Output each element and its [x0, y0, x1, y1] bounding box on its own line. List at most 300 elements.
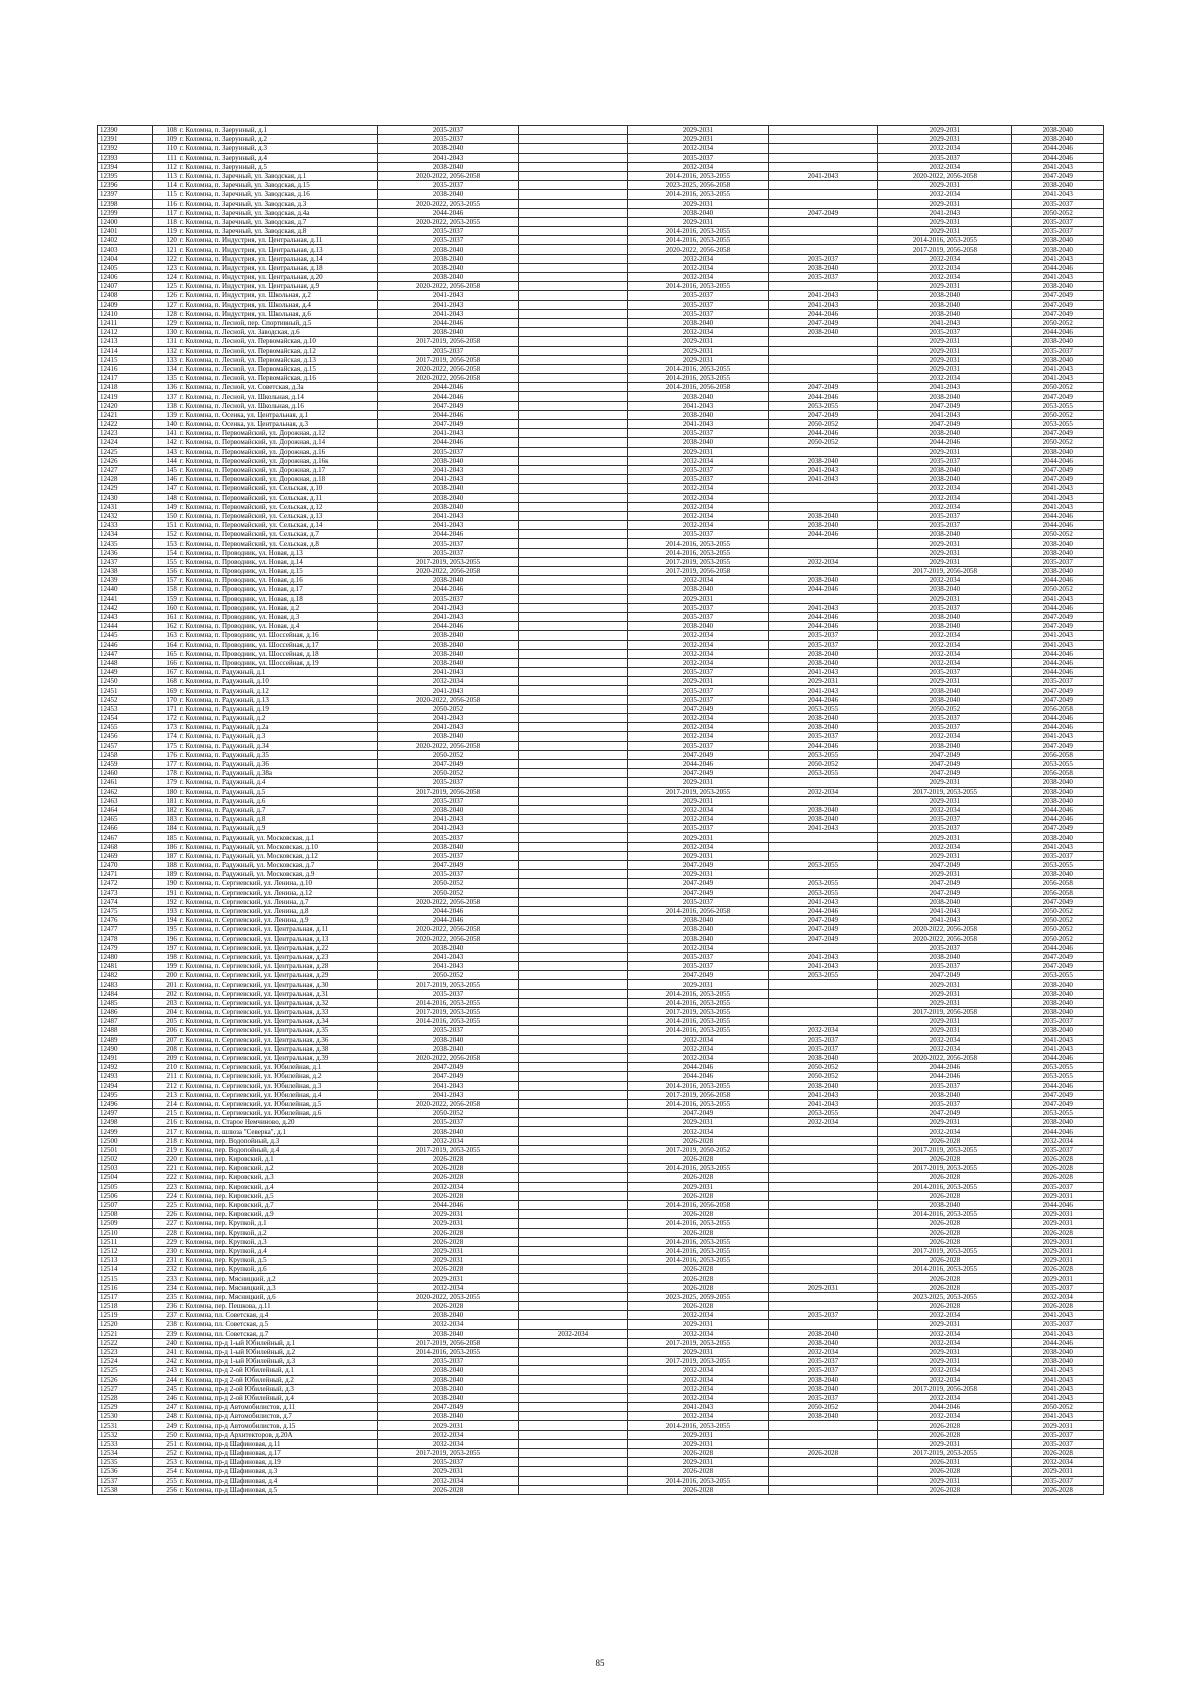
cell-id: 12461: [98, 778, 153, 787]
cell-period-5: 2032-2034: [878, 1393, 1012, 1402]
address-text: г. Коломна, п. Сергиевский, ул. Ленина, д.9: [179, 916, 309, 925]
cell-period-2: [518, 162, 628, 171]
table-row: [98, 750, 1104, 759]
cell-period-3: 2014-2016, 2053-2055: [628, 998, 768, 1007]
cell-address: [152, 475, 378, 484]
cell-period-2: [518, 135, 628, 144]
cell-address: [152, 980, 378, 989]
cell-id: 12394: [98, 162, 153, 171]
table-row: [98, 1210, 1104, 1219]
cell-period-6: 2035-2037: [1012, 227, 1104, 236]
cell-period-2: [518, 732, 628, 741]
cell-period-6: 2026-2028: [1012, 1173, 1104, 1182]
cell-period-2: [518, 879, 628, 888]
cell-period-5: 2032-2034: [878, 374, 1012, 383]
cell-period-1: 2050-2052: [378, 888, 518, 897]
cell-address: [152, 1283, 378, 1292]
cell-address: [152, 585, 378, 594]
table-row: [98, 208, 1104, 217]
cell-period-1: 2026-2028: [378, 1485, 518, 1494]
cell-period-2: [518, 484, 628, 493]
cell-period-4: 2053-2055: [768, 971, 878, 980]
cell-period-2: [518, 291, 628, 300]
cell-period-1: 2020-2022, 2056-2058: [378, 741, 518, 750]
cell-period-2: [518, 539, 628, 548]
cell-period-3: 2029-2031: [628, 1320, 768, 1329]
cell-period-5: 2032-2034: [878, 842, 1012, 851]
cell-period-3: 2026-2028: [628, 1283, 768, 1292]
address-text: г. Коломна, п. Индустрия, ул. Школьная, д.4: [179, 300, 311, 309]
cell-period-4: 2038-2040: [768, 1338, 878, 1347]
cell-period-2: [518, 1485, 628, 1494]
cell-period-2: [518, 511, 628, 520]
address-text: г. Коломна, пер. Кировский, д.7: [179, 1201, 274, 1210]
address-text: г. Коломна, пер. Водопойный, д.3: [179, 1136, 280, 1145]
cell-address: [152, 1485, 378, 1494]
cell-period-6: 2029-2031: [1012, 1191, 1104, 1200]
cell-period-2: [518, 668, 628, 677]
row-number: 153: [166, 539, 177, 548]
table-row: [98, 1017, 1104, 1026]
cell-period-4: [768, 502, 878, 511]
cell-period-6: 2044-2046: [1012, 576, 1104, 585]
cell-period-5: 2032-2034: [878, 493, 1012, 502]
cell-period-3: 2035-2037: [628, 824, 768, 833]
row-number: 140: [166, 420, 177, 429]
cell-period-2: [518, 1072, 628, 1081]
address-text: г. Коломна, п. Первомайский, ул. Сельская, д.7: [179, 530, 319, 539]
address-text: г. Коломна, п. Заречный, ул. Заводская, д.1: [179, 172, 307, 181]
cell-period-3: 2038-2040: [628, 934, 768, 943]
cell-period-2: [518, 723, 628, 732]
cell-address: [152, 346, 378, 355]
address-text: г. Коломна, п. Сергиевский, ул. Ленина, д.12: [179, 888, 313, 897]
cell-period-5: 2038-2040: [878, 300, 1012, 309]
cell-period-5: 2032-2034: [878, 144, 1012, 153]
table-row: [98, 1237, 1104, 1246]
cell-period-4: [768, 245, 878, 254]
cell-period-6: 2029-2031: [1012, 1256, 1104, 1265]
row-number: 178: [166, 769, 177, 778]
cell-period-5: 2035-2037: [878, 521, 1012, 530]
cell-period-6: 2038-2040: [1012, 181, 1104, 190]
row-number: 167: [166, 668, 177, 677]
row-number: 211: [166, 1072, 177, 1081]
cell-id: 12417: [98, 374, 153, 383]
cell-id: 12505: [98, 1182, 153, 1191]
cell-address: [152, 640, 378, 649]
cell-period-5: 2020-2022, 2056-2058: [878, 934, 1012, 943]
address-text: г. Коломна, пр-д 1-ый Юбилейный, д.2: [179, 1348, 296, 1357]
cell-address: [152, 1090, 378, 1099]
address-text: г. Коломна, пер. Мясницкий, д.2: [179, 1274, 276, 1283]
cell-address: [152, 144, 378, 153]
cell-period-2: [518, 456, 628, 465]
cell-period-5: 2041-2043: [878, 208, 1012, 217]
cell-period-3: 2029-2031: [628, 346, 768, 355]
address-text: г. Коломна, п. Радужный, д.38а: [179, 769, 272, 778]
cell-period-6: 2044-2046: [1012, 1127, 1104, 1136]
address-text: г. Коломна, пер. Кировский, д.9: [179, 1210, 274, 1219]
cell-period-3: 2044-2046: [628, 1072, 768, 1081]
cell-period-3: 2029-2031: [628, 870, 768, 879]
cell-period-6: 2047-2049: [1012, 897, 1104, 906]
cell-period-4: 2035-2037: [768, 1044, 878, 1053]
cell-period-1: 2020-2022, 2053-2055: [378, 1292, 518, 1301]
row-number: 200: [166, 971, 177, 980]
cell-period-5: 2038-2040: [878, 392, 1012, 401]
row-number: 225: [166, 1201, 177, 1210]
cell-id: 12426: [98, 456, 153, 465]
row-number: 170: [166, 695, 177, 704]
cell-id: 12509: [98, 1219, 153, 1228]
table-row: [98, 1439, 1104, 1448]
cell-period-4: [768, 989, 878, 998]
row-number: 168: [166, 677, 177, 686]
cell-address: [152, 971, 378, 980]
cell-period-5: 2038-2040: [878, 530, 1012, 539]
cell-period-1: 2017-2019, 2053-2055: [378, 557, 518, 566]
cell-period-1: 2041-2043: [378, 686, 518, 695]
cell-period-2: [518, 1421, 628, 1430]
cell-period-6: 2050-2052: [1012, 208, 1104, 217]
cell-period-5: 2026-2028: [878, 1485, 1012, 1494]
row-number: 114: [166, 181, 177, 190]
cell-period-5: 2035-2037: [878, 153, 1012, 162]
row-number: 194: [166, 916, 177, 925]
cell-period-5: 2029-2031: [878, 355, 1012, 364]
cell-address: [152, 383, 378, 392]
cell-period-5: 2029-2031: [878, 870, 1012, 879]
cell-period-5: 2032-2034: [878, 1035, 1012, 1044]
cell-period-2: [518, 1026, 628, 1035]
cell-period-4: [768, 1228, 878, 1237]
cell-period-4: 2032-2034: [768, 1118, 878, 1127]
cell-address: [152, 1237, 378, 1246]
cell-period-1: 2047-2049: [378, 420, 518, 429]
cell-period-5: 2041-2043: [878, 383, 1012, 392]
cell-period-4: 2041-2043: [768, 1099, 878, 1108]
table-row: [98, 861, 1104, 870]
cell-period-2: [518, 1237, 628, 1246]
cell-id: 12450: [98, 677, 153, 686]
cell-address: [152, 1200, 378, 1209]
cell-period-1: 2044-2046: [378, 530, 518, 539]
address-text: г. Коломна, п. Лесной, ул. Школьная, д.16: [179, 401, 304, 410]
cell-period-3: 2032-2034: [628, 1366, 768, 1375]
cell-period-5: 2029-2031: [878, 217, 1012, 226]
address-text: г. Коломна, пер. Крупкой, д.4: [179, 1246, 267, 1255]
row-number: 188: [166, 861, 177, 870]
table-row: [98, 355, 1104, 364]
row-number: 139: [166, 410, 177, 419]
cell-period-2: [518, 594, 628, 603]
cell-period-4: [768, 851, 878, 860]
cell-period-6: 2041-2043: [1012, 1311, 1104, 1320]
cell-period-4: [768, 943, 878, 952]
cell-period-4: [768, 1237, 878, 1246]
cell-period-6: 2044-2046: [1012, 521, 1104, 530]
address-text: г. Коломна, п. Первомайский, ул. Дорожная, д.17: [179, 466, 326, 475]
cell-period-4: [768, 1421, 878, 1430]
cell-period-3: 2014-2016, 2053-2055: [628, 1164, 768, 1173]
cell-period-1: 2047-2049: [378, 861, 518, 870]
cell-period-5: 2032-2034: [878, 502, 1012, 511]
cell-address: [152, 153, 378, 162]
cell-period-1: 2038-2040: [378, 1329, 518, 1338]
cell-period-1: 2032-2034: [378, 1136, 518, 1145]
address-text: г. Коломна, п. Индустрия, ул. Центральная, д.14: [179, 254, 323, 263]
cell-id: 12501: [98, 1145, 153, 1154]
cell-address: [152, 282, 378, 291]
cell-period-3: 2038-2040: [628, 392, 768, 401]
cell-period-2: [518, 438, 628, 447]
cell-period-1: 2038-2040: [378, 484, 518, 493]
cell-period-5: 2038-2040: [878, 585, 1012, 594]
cell-period-5: 2041-2043: [878, 906, 1012, 915]
cell-period-2: [518, 153, 628, 162]
cell-period-5: 2026-2028: [878, 1136, 1012, 1145]
cell-period-6: 2053-2055: [1012, 1072, 1104, 1081]
row-number: 215: [166, 1109, 177, 1118]
table-row: [98, 980, 1104, 989]
cell-id: 12474: [98, 897, 153, 906]
table-row: [98, 962, 1104, 971]
address-text: г. Коломна, п. Радужный, д.2: [179, 714, 266, 723]
cell-period-1: 2038-2040: [378, 245, 518, 254]
table-row: [98, 135, 1104, 144]
cell-period-4: [768, 199, 878, 208]
address-text: г. Коломна, п. Радужный, д.36: [179, 760, 269, 769]
cell-period-2: [518, 962, 628, 971]
table-row: [98, 851, 1104, 860]
cell-id: 12452: [98, 695, 153, 704]
table-row: [98, 925, 1104, 934]
cell-id: 12489: [98, 1035, 153, 1044]
table-row: [98, 1375, 1104, 1384]
cell-address: [152, 824, 378, 833]
table-row: [98, 622, 1104, 631]
cell-address: [152, 695, 378, 704]
row-number: 242: [166, 1357, 177, 1366]
cell-period-4: 2038-2040: [768, 511, 878, 520]
cell-period-5: 2029-2031: [878, 594, 1012, 603]
cell-id: 12519: [98, 1311, 153, 1320]
table-row: [98, 548, 1104, 557]
address-text: г. Коломна, пр-д Шафиновая, д.3: [179, 1467, 278, 1476]
cell-period-5: 2026-2028: [878, 1191, 1012, 1200]
table-row: [98, 521, 1104, 530]
cell-period-5: 2035-2037: [878, 1099, 1012, 1108]
address-text: г. Коломна, п. Сергиевский, ул. Центральная, д.11: [179, 925, 329, 934]
address-text: г. Коломна, п. Сергиевский, ул. Центральная, д.34: [179, 1017, 329, 1026]
cell-period-2: [518, 548, 628, 557]
cell-period-2: [518, 1430, 628, 1439]
cell-period-5: 2029-2031: [878, 989, 1012, 998]
cell-address: [152, 420, 378, 429]
cell-period-2: [518, 364, 628, 373]
cell-period-1: 2020-2022, 2056-2058: [378, 1053, 518, 1062]
cell-id: 12432: [98, 511, 153, 520]
cell-id: 12440: [98, 585, 153, 594]
cell-period-3: 2026-2028: [628, 1173, 768, 1182]
cell-id: 12439: [98, 576, 153, 585]
table-row: [98, 1449, 1104, 1458]
address-text: г. Коломна, пр-д Шафиновая, д.17: [179, 1449, 281, 1458]
cell-address: [152, 1053, 378, 1062]
table-row: [98, 227, 1104, 236]
cell-period-1: 2038-2040: [378, 943, 518, 952]
cell-period-2: [518, 796, 628, 805]
cell-period-5: 2029-2031: [878, 1118, 1012, 1127]
table-row: [98, 842, 1104, 851]
cell-period-5: 2032-2034: [878, 1366, 1012, 1375]
cell-period-2: [518, 1200, 628, 1209]
address-text: г. Коломна, п. Лесной, ул. Заводская, д.6: [179, 328, 300, 337]
cell-id: 12532: [98, 1430, 153, 1439]
cell-period-1: 2035-2037: [378, 870, 518, 879]
row-number: 195: [166, 925, 177, 934]
cell-period-6: 2032-2034: [1012, 1136, 1104, 1145]
cell-address: [152, 622, 378, 631]
cell-period-6: 2047-2049: [1012, 429, 1104, 438]
cell-period-6: 2041-2043: [1012, 162, 1104, 171]
row-number: 171: [166, 704, 177, 713]
cell-period-3: 2017-2019, 2053-2055: [628, 787, 768, 796]
cell-period-1: 2038-2040: [378, 493, 518, 502]
cell-period-3: 2038-2040: [628, 925, 768, 934]
cell-period-4: [768, 282, 878, 291]
cell-period-1: 2041-2043: [378, 962, 518, 971]
cell-period-3: 2014-2016, 2053-2055: [628, 1421, 768, 1430]
cell-period-2: [518, 824, 628, 833]
cell-id: 12422: [98, 420, 153, 429]
cell-period-4: [768, 1219, 878, 1228]
address-text: г. Коломна, п. Радужный, д.8: [179, 815, 266, 824]
cell-address: [152, 668, 378, 677]
row-number: 120: [166, 236, 177, 245]
cell-period-1: 2047-2049: [378, 1403, 518, 1412]
cell-id: 12428: [98, 475, 153, 484]
cell-period-1: 2017-2019, 2053-2055: [378, 980, 518, 989]
row-number: 252: [166, 1449, 177, 1458]
cell-period-6: 2026-2028: [1012, 1164, 1104, 1173]
cell-period-1: 2038-2040: [378, 576, 518, 585]
cell-period-3: 2047-2049: [628, 769, 768, 778]
cell-period-3: 2023-2025, 2056-2058: [628, 181, 768, 190]
cell-period-4: 2050-2052: [768, 1403, 878, 1412]
cell-period-2: [518, 190, 628, 199]
cell-period-5: 2038-2040: [878, 622, 1012, 631]
cell-id: 12476: [98, 916, 153, 925]
cell-address: [152, 952, 378, 961]
cell-period-2: [518, 576, 628, 585]
cell-id: 12443: [98, 612, 153, 621]
cell-id: 12498: [98, 1118, 153, 1127]
cell-id: 12536: [98, 1467, 153, 1476]
cell-period-1: 2020-2022, 2053-2055: [378, 217, 518, 226]
table-row: [98, 686, 1104, 695]
cell-period-5: 2029-2031: [878, 364, 1012, 373]
table-row: [98, 1118, 1104, 1127]
cell-address: [152, 833, 378, 842]
cell-id: 12420: [98, 401, 153, 410]
row-number: 220: [166, 1155, 177, 1164]
row-number: 192: [166, 897, 177, 906]
address-text: г. Коломна, п. Первомайский, ул. Сельская, д.8: [179, 539, 319, 548]
cell-period-1: 2038-2040: [378, 640, 518, 649]
cell-period-3: 2029-2031: [628, 135, 768, 144]
cell-address: [152, 649, 378, 658]
cell-period-4: 2032-2034: [768, 787, 878, 796]
cell-period-6: 2047-2049: [1012, 291, 1104, 300]
cell-period-3: 2035-2037: [628, 309, 768, 318]
cell-address: [152, 309, 378, 318]
cell-period-1: 2038-2040: [378, 502, 518, 511]
cell-period-1: 2038-2040: [378, 1375, 518, 1384]
cell-period-1: 2026-2028: [378, 1265, 518, 1274]
cell-period-6: 2041-2043: [1012, 1412, 1104, 1421]
cell-period-2: [518, 750, 628, 759]
row-number: 135: [166, 374, 177, 383]
cell-period-2: [518, 769, 628, 778]
row-number: 241: [166, 1348, 177, 1357]
cell-period-6: 2044-2046: [1012, 456, 1104, 465]
row-number: 150: [166, 511, 177, 520]
cell-address: [152, 906, 378, 915]
cell-period-4: 2050-2052: [768, 1063, 878, 1072]
cell-period-1: 2029-2031: [378, 1467, 518, 1476]
cell-period-3: 2029-2031: [628, 851, 768, 860]
cell-period-6: 2038-2040: [1012, 1347, 1104, 1356]
cell-period-1: 2050-2052: [378, 879, 518, 888]
cell-period-6: 2038-2040: [1012, 548, 1104, 557]
cell-period-2: [518, 971, 628, 980]
cell-period-4: [768, 144, 878, 153]
address-text: г. Коломна, п. Первомайский, ул. Сельская, д.13: [179, 511, 323, 520]
address-text: г. Коломна, п. Осенка, ул. Центральная, д.3: [179, 420, 309, 429]
row-number: 130: [166, 328, 177, 337]
cell-period-1: 2047-2049: [378, 401, 518, 410]
table-row: [98, 171, 1104, 180]
address-text: г. Коломна, п. Радужный, д.12: [179, 686, 269, 695]
cell-period-2: [518, 1191, 628, 1200]
cell-period-5: 2032-2034: [878, 162, 1012, 171]
cell-period-4: 2047-2049: [768, 916, 878, 925]
cell-period-1: 2032-2034: [378, 1476, 518, 1485]
cell-period-6: 2041-2043: [1012, 631, 1104, 640]
row-number: 210: [166, 1063, 177, 1072]
address-text: г. Коломна, пер. Крупкой, д.1: [179, 1219, 267, 1228]
cell-period-1: 2038-2040: [378, 456, 518, 465]
cell-period-3: 2029-2031: [628, 980, 768, 989]
address-text: г. Коломна, п. Заречный, ул. Заводская, д.16: [179, 190, 310, 199]
cell-period-6: 2029-2031: [1012, 1210, 1104, 1219]
cell-period-5: 2020-2022, 2056-2058: [878, 1053, 1012, 1062]
row-number: 231: [166, 1256, 177, 1265]
cell-period-5: 2041-2043: [878, 410, 1012, 419]
cell-period-4: 2041-2043: [768, 291, 878, 300]
cell-period-6: 2041-2043: [1012, 502, 1104, 511]
cell-period-3: 2032-2034: [628, 521, 768, 530]
cell-period-3: 2035-2037: [628, 612, 768, 621]
cell-period-2: [518, 1017, 628, 1026]
cell-period-5: 2032-2034: [878, 263, 1012, 272]
cell-period-2: [518, 392, 628, 401]
cell-period-5: 2029-2031: [878, 796, 1012, 805]
cell-period-1: 2050-2052: [378, 1109, 518, 1118]
address-text: г. Коломна, п. Первомайский, ул. Дорожная, д.14: [179, 438, 326, 447]
